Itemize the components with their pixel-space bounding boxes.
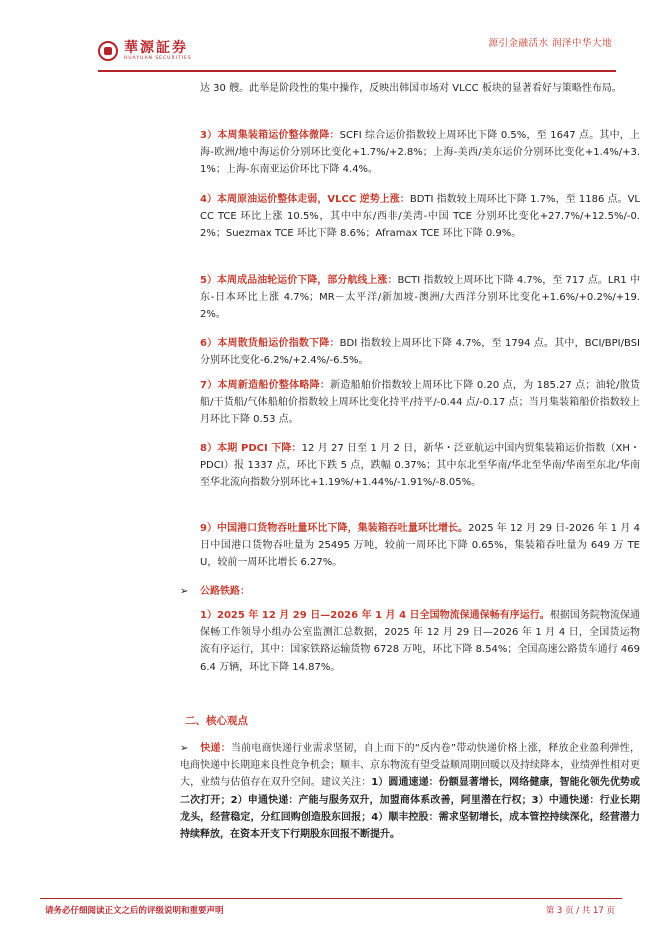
paragraph-text: 根据国务院物流保通保畅工作领导小组办公室监测汇总数据，2025 年 12 月 29 日—2026 年 1 月 4 日，全国货运物流有序运行，其中：国家铁路运输货物 6728 万吨，环比下降 8.54%；全国高速公路货车通行 4696.4 万辆，环比下降 14.87%。 bbox=[200, 610, 641, 673]
paragraph-crude-oil bbox=[200, 191, 640, 243]
paragraph-text: BDI 指数较上周环比下降 4.7%，至 1794 点。其中，BCI/BPI/BSI 分别环比变化-6.2%/+2.4%/-6.5%。 bbox=[200, 338, 640, 367]
express-delivery-bullet bbox=[180, 740, 640, 843]
paragraph-heading: 7）本周新造船价整体略降： bbox=[200, 380, 331, 391]
paragraph-heading: 8）本期 PDCI 下降： bbox=[200, 443, 302, 454]
footer-divider bbox=[40, 898, 622, 899]
header-slogan: 源引金融活水 润泽中华大地 bbox=[488, 38, 612, 49]
paragraph-text: 12 月 27 日至 1 月 2 日，新华・泛亚航运中国内贸集装箱运价指数（XH・PDCI）报 1337 点，环比下跌 5 点，跌幅 0.37%；其中东北至华南/华北至华南/华南至东北/华南至华北流向指数分别环比+1.19%/+1.44%/-1.91%/-8.05%。 bbox=[200, 443, 640, 489]
section-title: 二、核心观点 bbox=[185, 715, 248, 727]
paragraph-pdci bbox=[200, 440, 640, 492]
paragraph-heading: 3）本周集装箱运价整体微降： bbox=[200, 130, 340, 141]
paragraph-text: 新造船舶价指数较上周环比下降 0.20 点，为 185.27 点；油轮/散货船/干货船/气体船舶价指数较上周环比变化持平/持平/-0.44 点/-0.17 点；当月集装箱船价指数较上月环比下降 0.53 点。 bbox=[200, 380, 640, 426]
paragraph-text: 2025 年 12 月 29 日-2026 年 1 月 4 日中国港口货物吞吐量为 25495 万吨，较前一周环比下降 0.65%，集装箱吞吐量为 649 万 TEU，较前一周环比增长 6.27%。 bbox=[200, 523, 640, 569]
paragraph-text: BDTI 指数较上周环比下降 1.7%，至 1186 点。VLCC TCE 环比上涨 10.5%，其中中东/西非/美湾-中国 TCE 分别环比变化+27.7%/+12.5%/-0.2%；Suezmax TCE 环比下降 8.6%；Aframax TCE 环比下降 0.9%。 bbox=[200, 194, 640, 240]
paragraph-container-freight bbox=[200, 127, 640, 179]
paragraph-text: BCTI 指数较上周环比下降 4.7%，至 717 点。LR1 中东-日本环比上涨 4.7%；MR－太平洋/新加坡-澳洲/大西洋分别环比变化+1.6%/+0.2%/+19.2%。 bbox=[200, 275, 640, 321]
bullet-arrow-icon: ➢ bbox=[180, 743, 189, 754]
paragraph-newbuilding bbox=[200, 377, 640, 429]
road-rail-bullet bbox=[180, 583, 640, 600]
paragraph-heading: 1）2025 年 12 月 29 日—2026 年 1 月 4 日全国物流保通保畅有序运行。 bbox=[200, 610, 550, 621]
paragraph-heading: 4）本周原油运价整体走弱，VLCC 逆势上涨： bbox=[200, 194, 410, 205]
logo-chinese-name: 華源証券 bbox=[124, 40, 188, 56]
express-text: 当前电商快递行业需求坚韧，自上而下的“反内卷”带动快递价格上涨，释放企业盈利弹性，电商快递中长期迎来良性竞争机会；顺丰、京东物流有望受益顺周期回暖以及持续降本，业绩弹性相对更大，业绩与估值存在双升空间。建议关注： bbox=[180, 743, 640, 789]
paragraph-dry-bulk bbox=[200, 335, 640, 369]
paragraph-logistics bbox=[200, 607, 640, 676]
footer-disclaimer: 请务必仔细阅读正文之后的评级说明和重要声明 bbox=[45, 906, 224, 916]
express-recommendations: 1）圆通速递：份额显著增长，网络健康，智能化领先优势或二次打开；2）申通快递：产能与服务双升，加盟商体系改善，阿里潜在行权；3）中通快递：行业长期龙头，经营稳定，分红回购创造股东回报；4）顺丰控股：需求坚韧增长，成本管控持续深化，经营潜力持续释放，在资本开支下行期股东回报不断提升。 bbox=[180, 777, 640, 841]
logo-mark-icon bbox=[98, 41, 118, 61]
express-title: 快递： bbox=[200, 743, 231, 754]
paragraph-heading: 6）本周散货船运价指数下降： bbox=[200, 338, 340, 349]
header-divider bbox=[98, 70, 616, 72]
paragraph-heading: 9）中国港口货物吞吐量环比下降，集装箱吞吐量环比增长。 bbox=[200, 523, 469, 534]
paragraph-heading: 5）本周成品油轮运价下降，部分航线上涨： bbox=[200, 275, 398, 286]
company-logo bbox=[98, 40, 192, 62]
bullet-arrow-icon: ➢ bbox=[180, 586, 189, 597]
road-rail-title: 公路铁路： bbox=[200, 586, 250, 597]
paragraph-port-throughput bbox=[200, 520, 640, 572]
page-header bbox=[0, 0, 662, 70]
logo-english-name: HUAYUAN SECURITIES bbox=[124, 56, 192, 61]
paragraph-text: SCFI 综合运价指数较上周环比下降 0.5%，至 1647 点。其中，上海-欧洲/地中海运价分别环比变化+1.7%/+2.8%；上海-美西/美东运价分别环比变化+1.4%/+3.1%；上海-东南亚运价环比下降 4.4%。 bbox=[200, 130, 640, 176]
paragraph-product-tanker bbox=[200, 272, 640, 324]
paragraph-vlcc-korea bbox=[200, 80, 640, 97]
paragraph-text: 达 30 艘。此举是阶段性的集中操作，反映出韩国市场对 VLCC 板块的显著看好与策略性布局。 bbox=[200, 83, 622, 94]
page-number: 第 3 页 / 共 17 页 bbox=[545, 906, 615, 916]
